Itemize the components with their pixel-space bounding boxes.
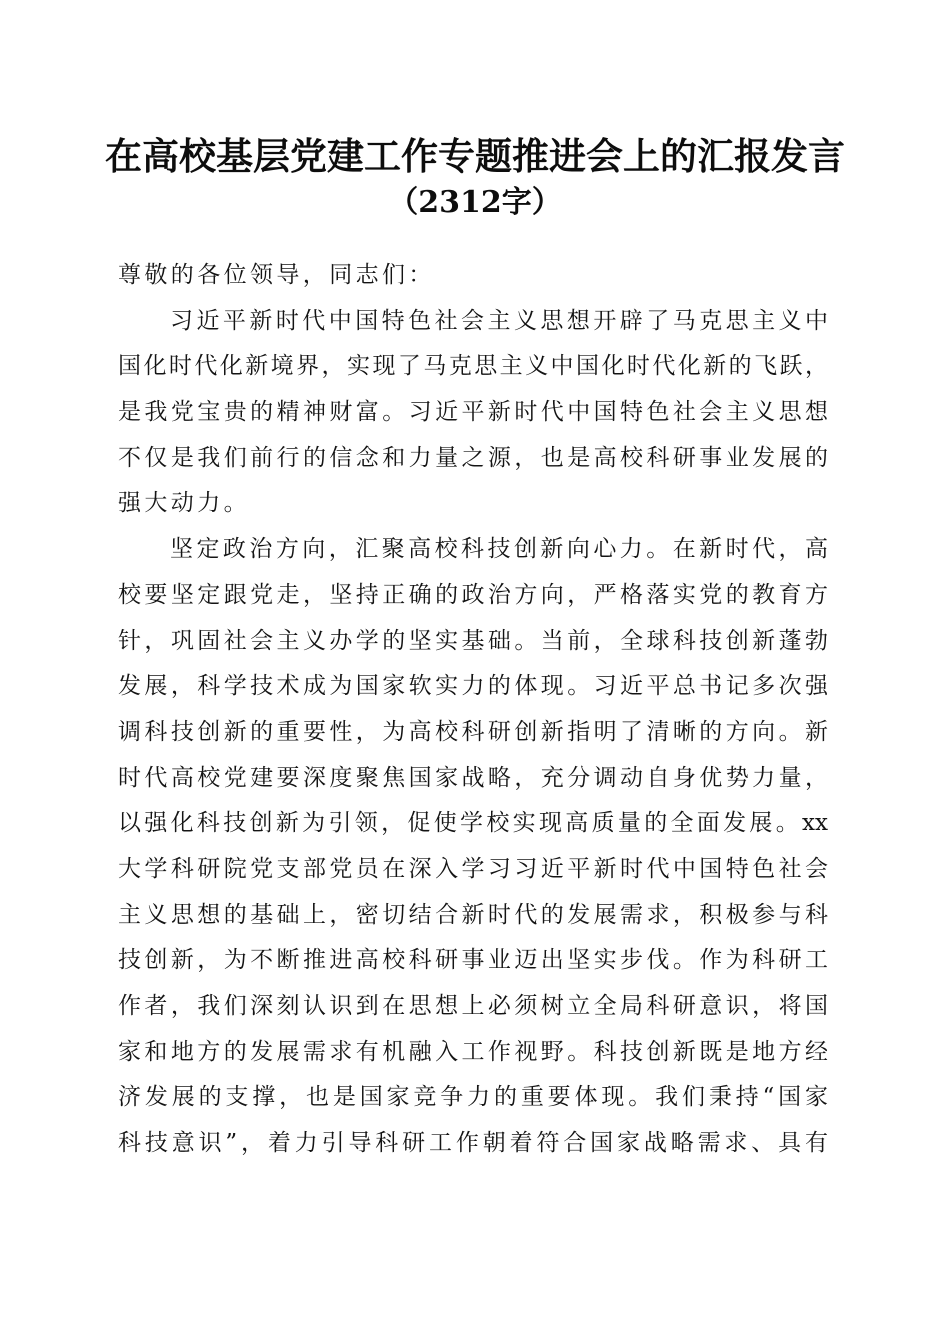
paragraph-line: 针，巩固社会主义办学的坚实基础。当前，全球科技创新蓬勃 (118, 627, 828, 654)
paragraph-line: 大学科研院党支部党员在深入学习习近平新时代中国特色社会 (118, 855, 828, 882)
paragraph-line: 是我党宝贵的精神财富。习近平新时代中国特色社会主义思想 (118, 399, 828, 426)
paragraph-line: 以强化科技创新为引领，促使学校实现高质量的全面发展。xx (118, 810, 828, 837)
document-title (0, 132, 950, 226)
paragraph-line: 不仅是我们前行的信念和力量之源，也是高校科研事业发展的 (118, 444, 828, 471)
salutation: 尊敬的各位领导，同志们： (118, 262, 435, 288)
paragraph-line: 时代高校党建要深度聚焦国家战略，充分调动自身优势力量， (118, 764, 828, 791)
paragraph-line: 技创新，为不断推进高校科研事业迈出坚实步伐。作为科研工 (118, 947, 828, 974)
paragraph-line: 校要坚定跟党走，坚持正确的政治方向，严格落实党的教育方 (118, 581, 828, 608)
document-body (118, 253, 828, 1167)
paragraph-line: 发展，科学技术成为国家软实力的体现。习近平总书记多次强 (118, 673, 828, 700)
paragraph-1 (118, 299, 828, 527)
paragraph-line: 科技意识”，着力引导科研工作朝着符合国家战略需求、具有 (118, 1130, 828, 1157)
title-main: 在高校基层党建工作专题推进会上的汇报发言 (105, 134, 845, 178)
paragraph-2 (118, 527, 828, 1167)
paragraph-line: 坚定政治方向，汇聚高校科技创新向心力。在新时代，高 (170, 536, 828, 563)
paragraph-line: 作者，我们深刻认识到在思想上必须树立全局科研意识，将国 (118, 993, 828, 1019)
paragraph-line: 习近平新时代中国特色社会主义思想开辟了马克思主义中 (170, 307, 828, 334)
paragraph-line: 主义思想的基础上，密切结合新时代的发展需求，积极参与科 (118, 901, 828, 928)
paragraph-line: 强大动力。 (118, 490, 250, 517)
paragraph-line: 国化时代化新境界，实现了马克思主义中国化时代化新的飞跃， (118, 353, 828, 380)
title-word-count: （2312字） (388, 185, 562, 220)
paragraph-line: 家和地方的发展需求有机融入工作视野。科技创新既是地方经 (118, 1038, 828, 1065)
paragraph-line: 济发展的支撑，也是国家竞争力的重要体现。我们秉持“国家 (118, 1084, 828, 1111)
paragraph-line: 调科技创新的重要性，为高校科研创新指明了清晰的方向。新 (118, 718, 828, 745)
